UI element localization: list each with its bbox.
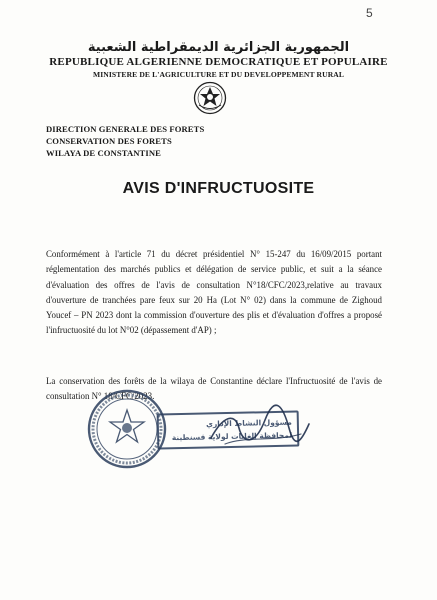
header-republic: REPUBLIQUE ALGERIENNE DEMOCRATIQUE ET POPULAIRE: [49, 56, 388, 68]
forest-conservation: CONSERVATION DES FORETS: [46, 136, 172, 146]
header-arabic: الجمهورية الجزائرية الديمقراطية الشعبية: [87, 40, 350, 55]
body-paragraph: La conservation des forêts de la wilaya de Constantine déclare l'Infructuosité de l'avis de consultation N° 18/CFC/2023.: [46, 376, 382, 402]
stamp-line: مسؤول النشاط الإداري: [205, 417, 292, 429]
handwritten-signature-icon: [205, 398, 315, 458]
wilaya-name: WILAYA DE CONSTANTINE: [46, 148, 161, 158]
page-number: 5: [366, 6, 373, 20]
body-paragraph: Conformément à l'article 71 du décret présidentiel N° 15-247 du 16/09/2015 portant réglementation des marchés publics et délégation de service public, et suit a la séance d'évaluation des offres de l'avis de consultation N°18/CFC/2023,relative au travaux d'ouverture de tranchées pare feux sur 20 Ha (Lot N° 02) dans la commune de Zighoud Youcef – PN 2023 dont la commission d'ouverture des plis et d'évaluation d'offres a proposé l'infructuosité du lot N°02 (dépassement d'AP) ;: [46, 249, 382, 336]
stamp-line: لمحافظة الغابات لولاية قسنطينة: [171, 430, 293, 443]
official-round-stamp-icon: [86, 388, 168, 470]
header-ministry: MINISTERE DE L'AGRICULTURE ET DU DEVELOPPEMENT RURAL: [92, 70, 345, 79]
directorate-general: DIRECTION GENERALE DES FORETS: [46, 124, 205, 134]
document-title: AVIS D'INFRUCTUOSITE: [122, 180, 315, 197]
ministry-emblem-icon: [193, 81, 227, 115]
